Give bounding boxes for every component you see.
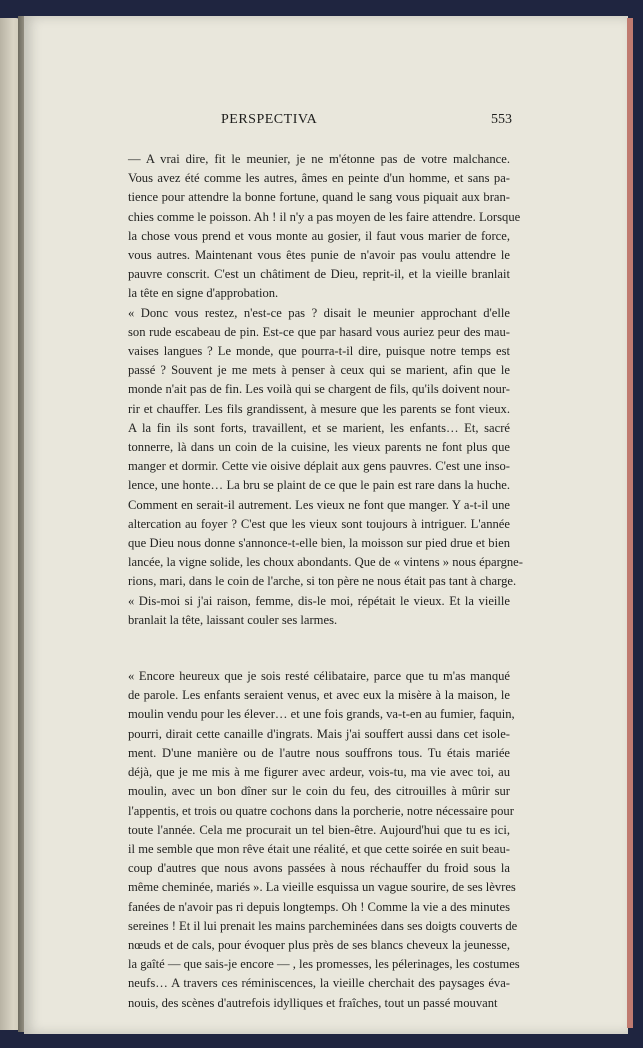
text-line: il me semble que mon rêve était une réalité, et que cette soirée en suit beau- xyxy=(128,841,510,856)
page-header xyxy=(221,112,512,132)
text-line: branlait la tête, laissant couler ses larmes. xyxy=(128,612,338,627)
text-line: altercation au foyer ? C'est que les vieux sont toujours à intriguer. L'année xyxy=(128,516,510,531)
text-line: pourri, dirait cette canaille d'ingrats. Mais j'ai souffert aussi dans cet isole- xyxy=(128,726,510,741)
body-text xyxy=(104,150,523,1013)
text-line: rions, mari, dans le coin de l'arche, si ton père ne nous était pas tant à charge. xyxy=(128,574,517,589)
text-line: passé ? Souvent je me mets à penser à ceux qui se marient, afin que le xyxy=(128,363,510,378)
text-line: coup d'autres que nous avons passées à nous réchauffer du froid sous la xyxy=(128,861,510,876)
page-edge xyxy=(627,18,633,1028)
text-line: manger et dormir. Cette vie oisive déplait aux gens pauvres. C'est une inso- xyxy=(128,459,510,474)
text-line: « Encore heureux que je sois resté célibataire, parce que tu m'as manqué xyxy=(128,669,510,684)
text-line: fanées de n'avoir pas ri depuis longtemps. Oh ! Comme la vie a des minutes xyxy=(128,899,510,914)
text-line: tience pour attendre la bonne fortune, quand le sang vous piquait aux bran- xyxy=(128,190,510,205)
text-line: « Donc vous restez, n'est-ce pas ? disait le meunier approchant d'elle xyxy=(128,305,510,320)
text-line: vous autres. Maintenant vous êtes punie de n'avoir pas voulu attendre le xyxy=(128,248,510,263)
text-line: l'appentis, et trois ou quatre cochons dans la porcherie, notre nécessaire pour xyxy=(128,803,514,818)
text-line: que Dieu nous donne s'annonce-t-elle bien, la moisson sur pied drue et bien xyxy=(128,536,510,551)
text-line: moulin vendu pour les élever… et une fois grands, va-t-en au fumier, faquin, xyxy=(128,707,515,722)
text-line: monde n'ait pas de fin. Les voilà qui se chargent de fils, qu'ils doivent nour- xyxy=(128,382,510,397)
text-line: même cheminée, mariés ». La vieille esquissa un vague sourire, de ses lèvres xyxy=(128,880,516,895)
paragraph xyxy=(104,592,510,630)
text-line: — A vrai dire, fit le meunier, je ne m'étonne pas de votre malchance. xyxy=(128,152,510,166)
text-line: déjà, que je me mis à me figurer avec ardeur, vois-tu, ma vie avec toi, au xyxy=(128,765,510,780)
text-line: chies comme le poisson. Ah ! il n'y a pas moyen de les faire attendre. Lorsque xyxy=(128,209,521,224)
text-line: « Dis-moi si j'ai raison, femme, dis-le moi, répétait le vieux. Et la vieille xyxy=(128,593,510,608)
text-line: toute l'année. Cela me procurait un tel bien-être. Aujourd'hui que tu es ici, xyxy=(128,822,510,837)
text-line: A la fin ils sont forts, travaillent, et se marient, les enfants… Et, sacré xyxy=(128,420,510,435)
section-break xyxy=(104,630,510,667)
page-number: 553 xyxy=(491,112,512,127)
text-line: tonnerre, là dans un coin de la cuisine, les vieux parents ne font plus que xyxy=(128,440,510,455)
text-line: nouis, des scènes d'autrefois idylliques et fraîches, tout un passé mouvant xyxy=(128,995,498,1010)
text-line: lence, une honte… La bru se plaint de ce que le pain est rare dans la huche. xyxy=(128,478,510,493)
text-line: neufs… A travers ces réminiscences, la vieille cherchait des paysages éva- xyxy=(128,976,510,991)
text-line: la tête en signe d'approbation. xyxy=(128,286,279,301)
text-line: sereines ! Et il lui prenait les mains parcheminées dans ses doigts couverts de xyxy=(128,918,518,933)
text-line: vaises langues ? Le monde, que pourra-t-il dire, puisque notre temps est xyxy=(128,344,510,359)
running-title: PERSPECTIVA xyxy=(221,112,318,127)
text-line: pauvre conscrit. C'est un châtiment de Dieu, reprit-il, et la vieille branlait xyxy=(128,267,510,282)
text-line: la chose vous prend et vous monte au gosier, il faut vous marier de force, xyxy=(128,228,510,243)
text-line: Vous avez été comme les autres, âmes en peinte d'un homme, et sans pa- xyxy=(128,171,510,186)
text-line: de parole. Les enfants seraient venus, et avec eux la misère à la maison, le xyxy=(128,688,510,703)
paragraph xyxy=(104,304,523,592)
text-line: moulin, avec un bon dîner sur le coin du feu, des citrouilles à mûrir sur xyxy=(128,784,510,799)
text-line: son rude escabeau de pin. Est-ce que par hasard vous auriez peur des mau- xyxy=(128,324,510,339)
text-line: lancée, la vigne solide, les choux abondants. Que de « vintens » nous épargne- xyxy=(128,555,523,570)
paragraph xyxy=(104,667,520,1013)
text-line: nœuds et de cals, pour évoquer plus près de ses blancs cheveux la jeunesse, xyxy=(128,937,510,952)
text-line: Comment en serait-il autrement. Les vieux ne font que manger. Y a-t-il une xyxy=(128,497,510,512)
text-line: la gaîté — que sais-je encore — , les promesses, les pélerinages, les costumes xyxy=(128,957,520,972)
text-line: ment. D'une manière ou de l'autre nous souffrons tous. Tu étais mariée xyxy=(128,745,510,760)
paragraph xyxy=(104,150,521,304)
text-line: rir et chauffer. Les fils grandissent, à mesure que les parents se font vieux. xyxy=(128,401,510,416)
